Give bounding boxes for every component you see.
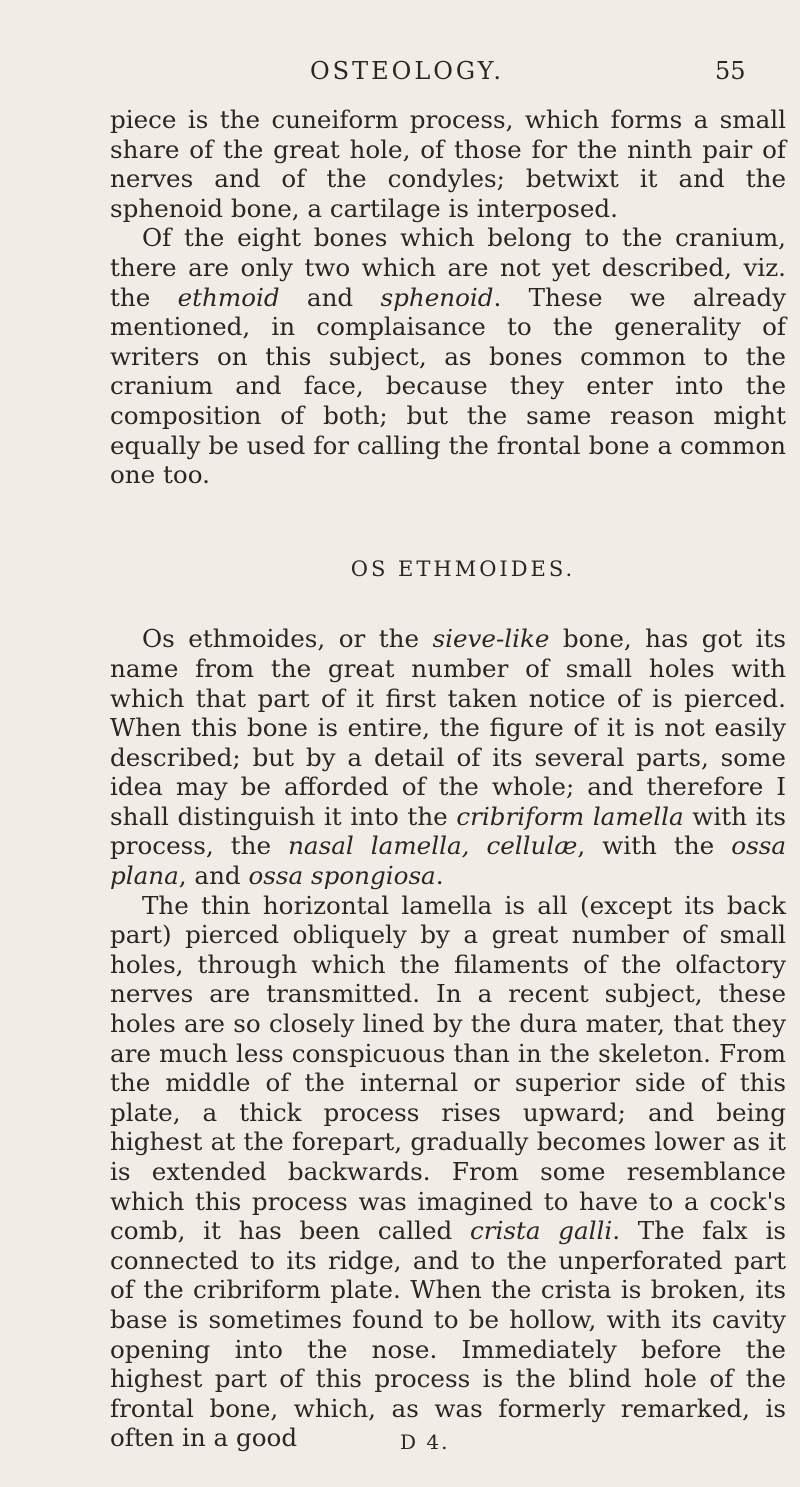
nasal-lamella-term: nasal lamella, cellulæ	[288, 831, 578, 861]
section-heading: OS ETHMOIDES.	[350, 556, 576, 581]
paragraph-3-text-b: bone, has got its name from the great number of small holes with which that part of it first taken notice of is pierced. When this bone is entire, the figure of it is not easily described; but by a detail of its several parts, some idea may be afforded of the whole; and therefore I shall distinguish it into the	[110, 624, 786, 831]
running-title: OSTEOLOGY.	[310, 57, 505, 85]
paragraph-2	[110, 223, 786, 489]
signature-mark: D 4.	[400, 1430, 450, 1454]
paragraph-4	[110, 891, 786, 1453]
cribriform-term: cribriform lamella	[456, 801, 684, 831]
paragraph-2-text-a: Of the eight bones which belong to the cranium, there are only two which are not yet described, viz. the	[110, 223, 786, 312]
page-number: 55	[715, 57, 746, 85]
paragraph-1	[110, 105, 786, 223]
paragraph-4-text-a: The thin horizontal lamella is all (except its back part) pierced obliquely by a great number of small holes, through which the filaments of the olfactory nerves are transmitted. In a recent subject, these holes are so closely lined by the dura mater, that they are much less conspicuous than in the skeleton. From the middle of the internal or superior side of this plate, a thick process rises upward; and being highest at the forepart, gradually becomes lower as it is extended backwards. From some resemblance which this process was imagined to have to a cock's comb, it has been called	[110, 890, 786, 1246]
paragraph-2-text-b: and	[279, 282, 381, 312]
paragraph-3-text-f: .	[435, 861, 444, 891]
paragraph-3-text-a: Os ethmoides, or the	[142, 624, 433, 654]
crista-galli-term: crista galli	[470, 1216, 613, 1246]
paragraph-3-text-c: with its process, the	[110, 801, 786, 861]
paragraph-4-text-b: . The falx is connected to its ridge, and to the unperforated part of the cribriform plate. When the crista is broken, its base is sometimes found to be hollow, with its cavity opening into the nose. Immediately before the highest part of this process is the blind hole of the frontal bone, which, as was formerly remarked, is often in a good	[110, 1216, 786, 1453]
paragraph-2-text-c: . These we already mentioned, in complaisance to the generality of writers on this subject, as bones common to the cranium and face, because they enter into the composition of both; but the same reason might equally be used for calling the frontal bone a common one too.	[110, 282, 786, 490]
ossa-plana-term: ossa plana	[110, 831, 786, 891]
paragraph-1-text: piece is the cuneiform process, which forms a small share of the great hole, of those for the ninth pair of nerves and of the condyles; betwixt it and the sphenoid bone, a cartilage is interposed.	[110, 105, 786, 223]
paragraph-3-text-e: , and	[178, 861, 249, 891]
paragraph-3-text-d: , with the	[577, 831, 732, 861]
page-header	[0, 57, 800, 97]
ethmoid-term: ethmoid	[177, 282, 280, 312]
sieve-like-term: sieve-like	[432, 624, 550, 654]
sphenoid-term: sphenoid	[380, 282, 494, 312]
body-text	[110, 105, 786, 1453]
paragraph-3	[110, 624, 786, 890]
ossa-spongiosa-term: ossa spongiosa	[248, 861, 436, 891]
